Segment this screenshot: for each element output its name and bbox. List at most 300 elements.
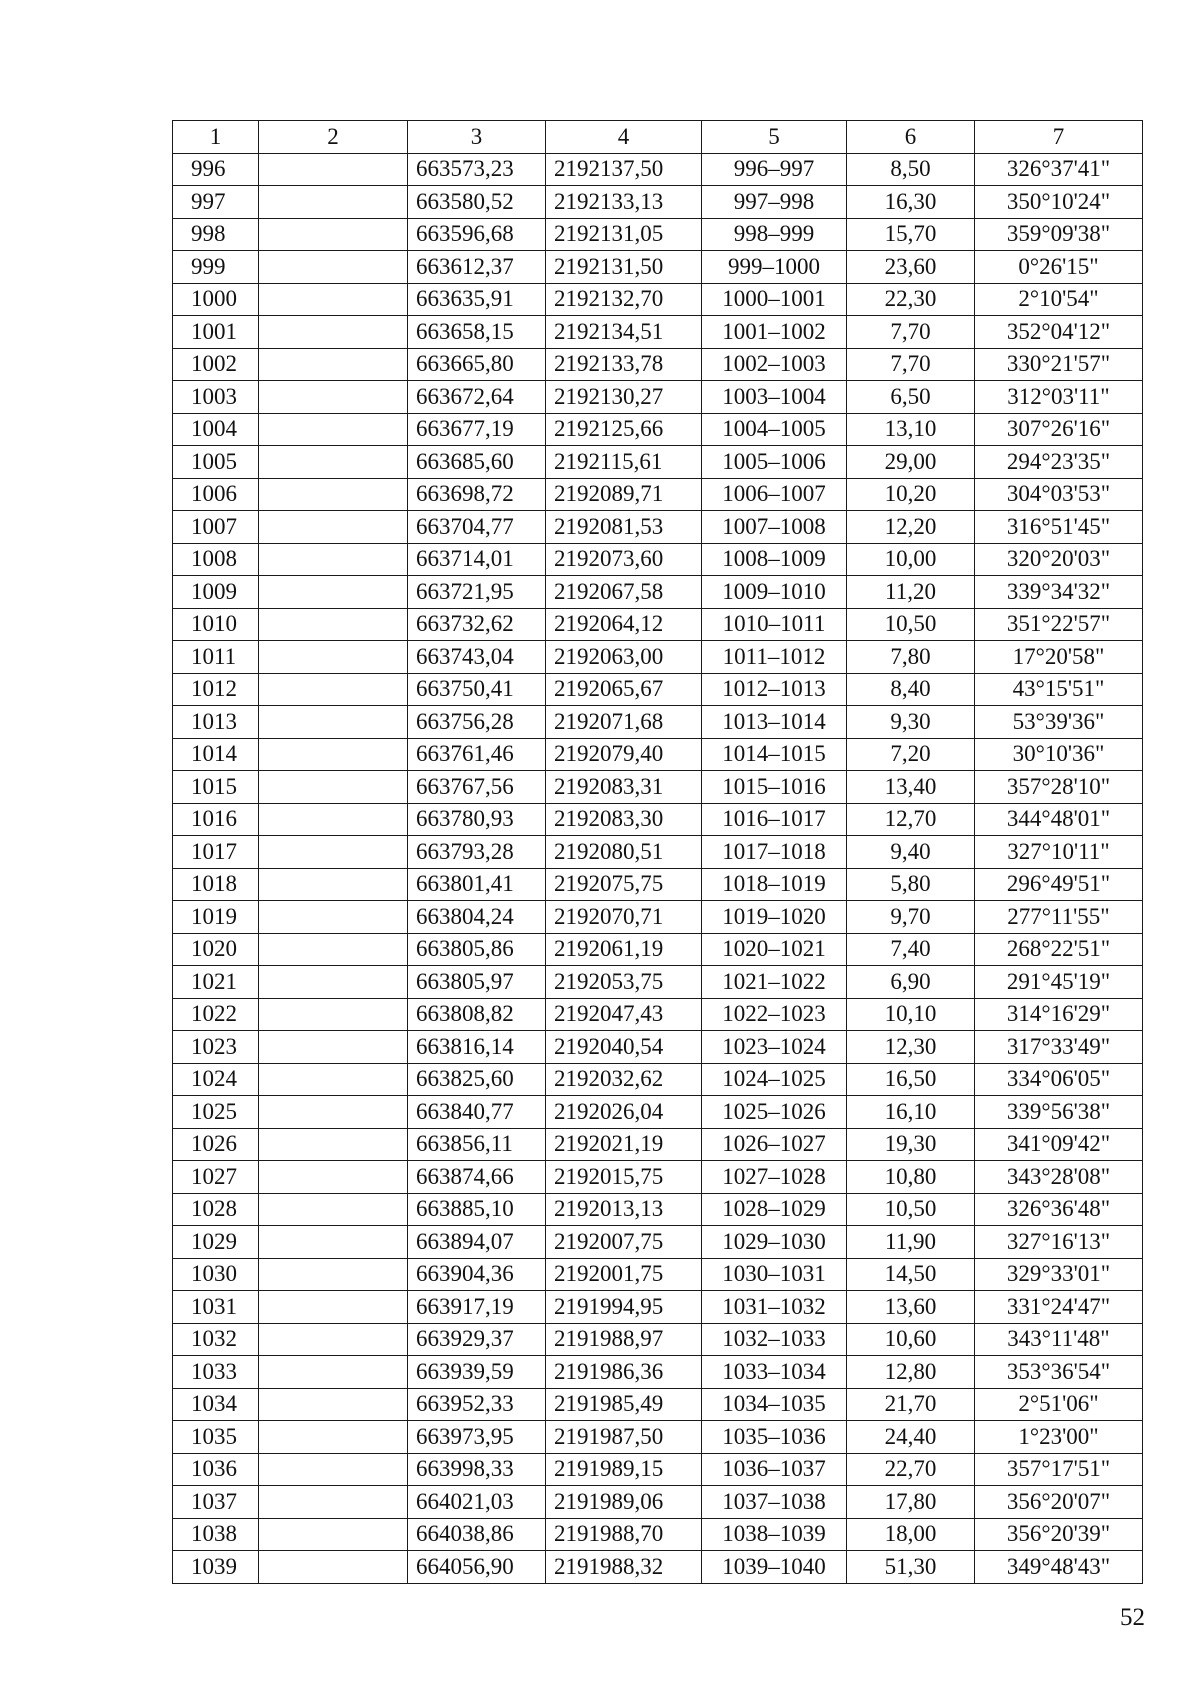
cell-segment: 1028–1029 bbox=[702, 1193, 847, 1226]
cell-y-coordinate: 2191989,15 bbox=[546, 1453, 702, 1486]
table-row bbox=[173, 153, 1143, 186]
table-row bbox=[173, 1421, 1143, 1454]
cell-segment: 1016–1017 bbox=[702, 803, 847, 836]
cell-bearing: 349°48'43" bbox=[975, 1551, 1143, 1584]
table-row bbox=[173, 478, 1143, 511]
cell-point-number: 997 bbox=[173, 186, 259, 219]
cell-col-2 bbox=[259, 1226, 408, 1259]
cell-col-2 bbox=[259, 478, 408, 511]
cell-y-coordinate: 2192133,78 bbox=[546, 348, 702, 381]
cell-y-coordinate: 2192083,31 bbox=[546, 771, 702, 804]
cell-y-coordinate: 2192137,50 bbox=[546, 153, 702, 186]
cell-segment: 1011–1012 bbox=[702, 641, 847, 674]
cell-bearing: 307°26'16" bbox=[975, 413, 1143, 446]
table-row bbox=[173, 901, 1143, 934]
cell-point-number: 1002 bbox=[173, 348, 259, 381]
cell-col-2 bbox=[259, 576, 408, 609]
cell-point-number: 1012 bbox=[173, 673, 259, 706]
cell-distance: 22,30 bbox=[847, 283, 975, 316]
cell-point-number: 1016 bbox=[173, 803, 259, 836]
table-row bbox=[173, 836, 1143, 869]
cell-segment: 1031–1032 bbox=[702, 1291, 847, 1324]
cell-y-coordinate: 2192131,50 bbox=[546, 251, 702, 284]
cell-point-number: 1001 bbox=[173, 316, 259, 349]
table-row bbox=[173, 803, 1143, 836]
cell-distance: 14,50 bbox=[847, 1258, 975, 1291]
cell-segment: 1003–1004 bbox=[702, 381, 847, 414]
cell-bearing: 356°20'39" bbox=[975, 1518, 1143, 1551]
cell-col-2 bbox=[259, 1356, 408, 1389]
page-number: 52 bbox=[1120, 1604, 1145, 1631]
cell-segment: 1034–1035 bbox=[702, 1388, 847, 1421]
cell-distance: 11,90 bbox=[847, 1226, 975, 1259]
cell-distance: 8,40 bbox=[847, 673, 975, 706]
cell-x-coordinate: 663580,52 bbox=[408, 186, 546, 219]
cell-bearing: 30°10'36" bbox=[975, 738, 1143, 771]
cell-bearing: 343°28'08" bbox=[975, 1161, 1143, 1194]
cell-distance: 16,50 bbox=[847, 1063, 975, 1096]
cell-bearing: 329°33'01" bbox=[975, 1258, 1143, 1291]
cell-distance: 6,90 bbox=[847, 966, 975, 999]
header-col-2: 2 bbox=[259, 121, 408, 154]
cell-segment: 1020–1021 bbox=[702, 933, 847, 966]
cell-y-coordinate: 2192071,68 bbox=[546, 706, 702, 739]
cell-x-coordinate: 663732,62 bbox=[408, 608, 546, 641]
cell-bearing: 343°11'48" bbox=[975, 1323, 1143, 1356]
cell-point-number: 999 bbox=[173, 251, 259, 284]
table-row bbox=[173, 1486, 1143, 1519]
cell-x-coordinate: 663917,19 bbox=[408, 1291, 546, 1324]
cell-col-2 bbox=[259, 608, 408, 641]
table-row bbox=[173, 543, 1143, 576]
cell-segment: 1010–1011 bbox=[702, 608, 847, 641]
cell-distance: 5,80 bbox=[847, 868, 975, 901]
cell-segment: 1013–1014 bbox=[702, 706, 847, 739]
cell-bearing: 312°03'11" bbox=[975, 381, 1143, 414]
cell-distance: 11,20 bbox=[847, 576, 975, 609]
cell-point-number: 998 bbox=[173, 218, 259, 251]
cell-x-coordinate: 663801,41 bbox=[408, 868, 546, 901]
cell-segment: 1022–1023 bbox=[702, 998, 847, 1031]
table-header bbox=[173, 121, 1143, 154]
cell-col-2 bbox=[259, 738, 408, 771]
cell-distance: 7,70 bbox=[847, 316, 975, 349]
cell-x-coordinate: 663658,15 bbox=[408, 316, 546, 349]
cell-bearing: 294°23'35" bbox=[975, 446, 1143, 479]
cell-bearing: 1°23'00" bbox=[975, 1421, 1143, 1454]
cell-distance: 21,70 bbox=[847, 1388, 975, 1421]
cell-segment: 1014–1015 bbox=[702, 738, 847, 771]
cell-col-2 bbox=[259, 933, 408, 966]
cell-bearing: 2°10'54" bbox=[975, 283, 1143, 316]
table-row bbox=[173, 251, 1143, 284]
cell-col-2 bbox=[259, 998, 408, 1031]
cell-point-number: 1036 bbox=[173, 1453, 259, 1486]
table-row bbox=[173, 771, 1143, 804]
cell-distance: 7,70 bbox=[847, 348, 975, 381]
cell-y-coordinate: 2192133,13 bbox=[546, 186, 702, 219]
cell-bearing: 339°34'32" bbox=[975, 576, 1143, 609]
table-row bbox=[173, 1193, 1143, 1226]
cell-point-number: 1030 bbox=[173, 1258, 259, 1291]
cell-col-2 bbox=[259, 1453, 408, 1486]
cell-x-coordinate: 663952,33 bbox=[408, 1388, 546, 1421]
table-row bbox=[173, 673, 1143, 706]
cell-segment: 1033–1034 bbox=[702, 1356, 847, 1389]
cell-segment: 1018–1019 bbox=[702, 868, 847, 901]
cell-distance: 10,10 bbox=[847, 998, 975, 1031]
cell-col-2 bbox=[259, 348, 408, 381]
cell-x-coordinate: 663761,46 bbox=[408, 738, 546, 771]
header-row bbox=[173, 121, 1143, 154]
cell-x-coordinate: 663816,14 bbox=[408, 1031, 546, 1064]
cell-x-coordinate: 663612,37 bbox=[408, 251, 546, 284]
cell-segment: 1007–1008 bbox=[702, 511, 847, 544]
cell-x-coordinate: 663894,07 bbox=[408, 1226, 546, 1259]
cell-bearing: 357°28'10" bbox=[975, 771, 1143, 804]
cell-distance: 19,30 bbox=[847, 1128, 975, 1161]
cell-y-coordinate: 2191994,95 bbox=[546, 1291, 702, 1324]
cell-x-coordinate: 663929,37 bbox=[408, 1323, 546, 1356]
cell-bearing: 43°15'51" bbox=[975, 673, 1143, 706]
cell-distance: 6,50 bbox=[847, 381, 975, 414]
cell-point-number: 1029 bbox=[173, 1226, 259, 1259]
cell-col-2 bbox=[259, 316, 408, 349]
cell-segment: 1004–1005 bbox=[702, 413, 847, 446]
cell-segment: 1000–1001 bbox=[702, 283, 847, 316]
cell-bearing: 291°45'19" bbox=[975, 966, 1143, 999]
cell-distance: 12,80 bbox=[847, 1356, 975, 1389]
cell-bearing: 350°10'24" bbox=[975, 186, 1143, 219]
cell-segment: 1021–1022 bbox=[702, 966, 847, 999]
cell-y-coordinate: 2192131,05 bbox=[546, 218, 702, 251]
cell-col-2 bbox=[259, 1161, 408, 1194]
cell-segment: 1019–1020 bbox=[702, 901, 847, 934]
cell-col-2 bbox=[259, 868, 408, 901]
cell-col-2 bbox=[259, 1096, 408, 1129]
cell-col-2 bbox=[259, 511, 408, 544]
header-col-4: 4 bbox=[546, 121, 702, 154]
cell-x-coordinate: 663665,80 bbox=[408, 348, 546, 381]
cell-point-number: 1022 bbox=[173, 998, 259, 1031]
cell-col-2 bbox=[259, 283, 408, 316]
cell-point-number: 1026 bbox=[173, 1128, 259, 1161]
header-col-7: 7 bbox=[975, 121, 1143, 154]
cell-point-number: 1035 bbox=[173, 1421, 259, 1454]
cell-distance: 10,00 bbox=[847, 543, 975, 576]
cell-col-2 bbox=[259, 836, 408, 869]
cell-x-coordinate: 663704,77 bbox=[408, 511, 546, 544]
cell-x-coordinate: 663998,33 bbox=[408, 1453, 546, 1486]
cell-segment: 1008–1009 bbox=[702, 543, 847, 576]
cell-distance: 7,40 bbox=[847, 933, 975, 966]
cell-col-2 bbox=[259, 1486, 408, 1519]
cell-y-coordinate: 2192047,43 bbox=[546, 998, 702, 1031]
cell-col-2 bbox=[259, 1063, 408, 1096]
table-row bbox=[173, 641, 1143, 674]
cell-y-coordinate: 2192073,60 bbox=[546, 543, 702, 576]
table-row bbox=[173, 1161, 1143, 1194]
cell-segment: 1015–1016 bbox=[702, 771, 847, 804]
cell-col-2 bbox=[259, 413, 408, 446]
cell-bearing: 330°21'57" bbox=[975, 348, 1143, 381]
cell-col-2 bbox=[259, 1551, 408, 1584]
cell-point-number: 1017 bbox=[173, 836, 259, 869]
cell-bearing: 356°20'07" bbox=[975, 1486, 1143, 1519]
cell-point-number: 996 bbox=[173, 153, 259, 186]
cell-distance: 13,10 bbox=[847, 413, 975, 446]
cell-x-coordinate: 664021,03 bbox=[408, 1486, 546, 1519]
table-row bbox=[173, 511, 1143, 544]
cell-x-coordinate: 663721,95 bbox=[408, 576, 546, 609]
cell-segment: 1017–1018 bbox=[702, 836, 847, 869]
cell-col-2 bbox=[259, 1323, 408, 1356]
cell-segment: 1039–1040 bbox=[702, 1551, 847, 1584]
cell-x-coordinate: 663767,56 bbox=[408, 771, 546, 804]
table-row bbox=[173, 1291, 1143, 1324]
cell-point-number: 1015 bbox=[173, 771, 259, 804]
cell-y-coordinate: 2192075,75 bbox=[546, 868, 702, 901]
cell-bearing: 326°36'48" bbox=[975, 1193, 1143, 1226]
cell-bearing: 331°24'47" bbox=[975, 1291, 1143, 1324]
cell-y-coordinate: 2192134,51 bbox=[546, 316, 702, 349]
table-row bbox=[173, 1323, 1143, 1356]
cell-col-2 bbox=[259, 153, 408, 186]
table-row bbox=[173, 608, 1143, 641]
cell-point-number: 1007 bbox=[173, 511, 259, 544]
cell-x-coordinate: 663840,77 bbox=[408, 1096, 546, 1129]
table-row bbox=[173, 1453, 1143, 1486]
cell-col-2 bbox=[259, 1518, 408, 1551]
cell-point-number: 1005 bbox=[173, 446, 259, 479]
cell-distance: 10,60 bbox=[847, 1323, 975, 1356]
cell-y-coordinate: 2192015,75 bbox=[546, 1161, 702, 1194]
cell-point-number: 1031 bbox=[173, 1291, 259, 1324]
cell-distance: 24,40 bbox=[847, 1421, 975, 1454]
cell-y-coordinate: 2192021,19 bbox=[546, 1128, 702, 1161]
cell-y-coordinate: 2192115,61 bbox=[546, 446, 702, 479]
cell-bearing: 353°36'54" bbox=[975, 1356, 1143, 1389]
cell-distance: 9,40 bbox=[847, 836, 975, 869]
cell-point-number: 1013 bbox=[173, 706, 259, 739]
cell-bearing: 326°37'41" bbox=[975, 153, 1143, 186]
cell-bearing: 2°51'06" bbox=[975, 1388, 1143, 1421]
cell-segment: 1023–1024 bbox=[702, 1031, 847, 1064]
cell-distance: 7,20 bbox=[847, 738, 975, 771]
cell-y-coordinate: 2192081,53 bbox=[546, 511, 702, 544]
cell-segment: 1027–1028 bbox=[702, 1161, 847, 1194]
cell-x-coordinate: 663825,60 bbox=[408, 1063, 546, 1096]
cell-col-2 bbox=[259, 381, 408, 414]
cell-y-coordinate: 2192065,67 bbox=[546, 673, 702, 706]
cell-distance: 16,30 bbox=[847, 186, 975, 219]
cell-y-coordinate: 2191985,49 bbox=[546, 1388, 702, 1421]
table-row bbox=[173, 381, 1143, 414]
cell-point-number: 1028 bbox=[173, 1193, 259, 1226]
cell-point-number: 1032 bbox=[173, 1323, 259, 1356]
cell-distance: 10,20 bbox=[847, 478, 975, 511]
cell-segment: 1029–1030 bbox=[702, 1226, 847, 1259]
cell-col-2 bbox=[259, 966, 408, 999]
cell-y-coordinate: 2192061,19 bbox=[546, 933, 702, 966]
table-row bbox=[173, 706, 1143, 739]
cell-bearing: 53°39'36" bbox=[975, 706, 1143, 739]
cell-col-2 bbox=[259, 1258, 408, 1291]
cell-x-coordinate: 663805,97 bbox=[408, 966, 546, 999]
cell-x-coordinate: 664056,90 bbox=[408, 1551, 546, 1584]
cell-distance: 16,10 bbox=[847, 1096, 975, 1129]
table-row bbox=[173, 1226, 1143, 1259]
cell-bearing: 357°17'51" bbox=[975, 1453, 1143, 1486]
cell-segment: 1036–1037 bbox=[702, 1453, 847, 1486]
cell-y-coordinate: 2192007,75 bbox=[546, 1226, 702, 1259]
cell-segment: 996–997 bbox=[702, 153, 847, 186]
cell-segment: 1037–1038 bbox=[702, 1486, 847, 1519]
cell-point-number: 1006 bbox=[173, 478, 259, 511]
table-row bbox=[173, 1128, 1143, 1161]
cell-segment: 1030–1031 bbox=[702, 1258, 847, 1291]
cell-bearing: 334°06'05" bbox=[975, 1063, 1143, 1096]
header-col-6: 6 bbox=[847, 121, 975, 154]
cell-x-coordinate: 663714,01 bbox=[408, 543, 546, 576]
table-row bbox=[173, 966, 1143, 999]
cell-x-coordinate: 663685,60 bbox=[408, 446, 546, 479]
cell-point-number: 1009 bbox=[173, 576, 259, 609]
cell-point-number: 1020 bbox=[173, 933, 259, 966]
cell-x-coordinate: 663698,72 bbox=[408, 478, 546, 511]
cell-col-2 bbox=[259, 1421, 408, 1454]
cell-x-coordinate: 663573,23 bbox=[408, 153, 546, 186]
cell-y-coordinate: 2192001,75 bbox=[546, 1258, 702, 1291]
cell-y-coordinate: 2192070,71 bbox=[546, 901, 702, 934]
cell-point-number: 1019 bbox=[173, 901, 259, 934]
cell-x-coordinate: 663939,59 bbox=[408, 1356, 546, 1389]
cell-bearing: 277°11'55" bbox=[975, 901, 1143, 934]
cell-x-coordinate: 664038,86 bbox=[408, 1518, 546, 1551]
cell-x-coordinate: 663804,24 bbox=[408, 901, 546, 934]
cell-segment: 1002–1003 bbox=[702, 348, 847, 381]
cell-col-2 bbox=[259, 641, 408, 674]
cell-col-2 bbox=[259, 803, 408, 836]
cell-col-2 bbox=[259, 1193, 408, 1226]
cell-distance: 22,70 bbox=[847, 1453, 975, 1486]
cell-point-number: 1000 bbox=[173, 283, 259, 316]
cell-x-coordinate: 663973,95 bbox=[408, 1421, 546, 1454]
cell-bearing: 316°51'45" bbox=[975, 511, 1143, 544]
table-row bbox=[173, 1388, 1143, 1421]
cell-distance: 10,80 bbox=[847, 1161, 975, 1194]
cell-y-coordinate: 2192053,75 bbox=[546, 966, 702, 999]
cell-distance: 10,50 bbox=[847, 1193, 975, 1226]
cell-x-coordinate: 663672,64 bbox=[408, 381, 546, 414]
table-row bbox=[173, 283, 1143, 316]
cell-distance: 8,50 bbox=[847, 153, 975, 186]
cell-x-coordinate: 663780,93 bbox=[408, 803, 546, 836]
cell-x-coordinate: 663743,04 bbox=[408, 641, 546, 674]
cell-distance: 7,80 bbox=[847, 641, 975, 674]
cell-point-number: 1008 bbox=[173, 543, 259, 576]
cell-y-coordinate: 2192083,30 bbox=[546, 803, 702, 836]
table-row bbox=[173, 1356, 1143, 1389]
table-row bbox=[173, 446, 1143, 479]
cell-segment: 1026–1027 bbox=[702, 1128, 847, 1161]
cell-point-number: 1039 bbox=[173, 1551, 259, 1584]
cell-segment: 999–1000 bbox=[702, 251, 847, 284]
cell-point-number: 1038 bbox=[173, 1518, 259, 1551]
cell-y-coordinate: 2191989,06 bbox=[546, 1486, 702, 1519]
cell-distance: 13,40 bbox=[847, 771, 975, 804]
cell-x-coordinate: 663885,10 bbox=[408, 1193, 546, 1226]
table-body bbox=[173, 153, 1143, 1583]
cell-y-coordinate: 2192125,66 bbox=[546, 413, 702, 446]
cell-point-number: 1018 bbox=[173, 868, 259, 901]
cell-distance: 10,50 bbox=[847, 608, 975, 641]
cell-point-number: 1004 bbox=[173, 413, 259, 446]
cell-y-coordinate: 2191988,70 bbox=[546, 1518, 702, 1551]
cell-y-coordinate: 2191987,50 bbox=[546, 1421, 702, 1454]
cell-col-2 bbox=[259, 1388, 408, 1421]
cell-point-number: 1024 bbox=[173, 1063, 259, 1096]
cell-bearing: 314°16'29" bbox=[975, 998, 1143, 1031]
header-col-5: 5 bbox=[702, 121, 847, 154]
cell-col-2 bbox=[259, 771, 408, 804]
cell-point-number: 1003 bbox=[173, 381, 259, 414]
cell-bearing: 352°04'12" bbox=[975, 316, 1143, 349]
cell-bearing: 17°20'58" bbox=[975, 641, 1143, 674]
cell-distance: 13,60 bbox=[847, 1291, 975, 1324]
table-row bbox=[173, 1551, 1143, 1584]
cell-y-coordinate: 2192067,58 bbox=[546, 576, 702, 609]
cell-col-2 bbox=[259, 446, 408, 479]
table-row bbox=[173, 576, 1143, 609]
cell-y-coordinate: 2192032,62 bbox=[546, 1063, 702, 1096]
cell-segment: 1005–1006 bbox=[702, 446, 847, 479]
cell-distance: 29,00 bbox=[847, 446, 975, 479]
cell-segment: 1035–1036 bbox=[702, 1421, 847, 1454]
cell-x-coordinate: 663635,91 bbox=[408, 283, 546, 316]
cell-bearing: 344°48'01" bbox=[975, 803, 1143, 836]
cell-segment: 1012–1013 bbox=[702, 673, 847, 706]
cell-x-coordinate: 663874,66 bbox=[408, 1161, 546, 1194]
table-row bbox=[173, 1031, 1143, 1064]
cell-point-number: 1033 bbox=[173, 1356, 259, 1389]
cell-bearing: 339°56'38" bbox=[975, 1096, 1143, 1129]
cell-segment: 1025–1026 bbox=[702, 1096, 847, 1129]
cell-y-coordinate: 2192130,27 bbox=[546, 381, 702, 414]
cell-segment: 1009–1010 bbox=[702, 576, 847, 609]
cell-y-coordinate: 2192132,70 bbox=[546, 283, 702, 316]
cell-bearing: 296°49'51" bbox=[975, 868, 1143, 901]
cell-x-coordinate: 663856,11 bbox=[408, 1128, 546, 1161]
cell-y-coordinate: 2192026,04 bbox=[546, 1096, 702, 1129]
cell-segment: 1024–1025 bbox=[702, 1063, 847, 1096]
cell-point-number: 1010 bbox=[173, 608, 259, 641]
cell-bearing: 0°26'15" bbox=[975, 251, 1143, 284]
cell-distance: 18,00 bbox=[847, 1518, 975, 1551]
cell-point-number: 1037 bbox=[173, 1486, 259, 1519]
cell-bearing: 327°10'11" bbox=[975, 836, 1143, 869]
cell-x-coordinate: 663904,36 bbox=[408, 1258, 546, 1291]
cell-distance: 12,30 bbox=[847, 1031, 975, 1064]
cell-distance: 12,20 bbox=[847, 511, 975, 544]
cell-y-coordinate: 2192089,71 bbox=[546, 478, 702, 511]
cell-col-2 bbox=[259, 218, 408, 251]
cell-y-coordinate: 2192080,51 bbox=[546, 836, 702, 869]
cell-segment: 1006–1007 bbox=[702, 478, 847, 511]
header-col-1: 1 bbox=[173, 121, 259, 154]
cell-col-2 bbox=[259, 543, 408, 576]
cell-col-2 bbox=[259, 186, 408, 219]
